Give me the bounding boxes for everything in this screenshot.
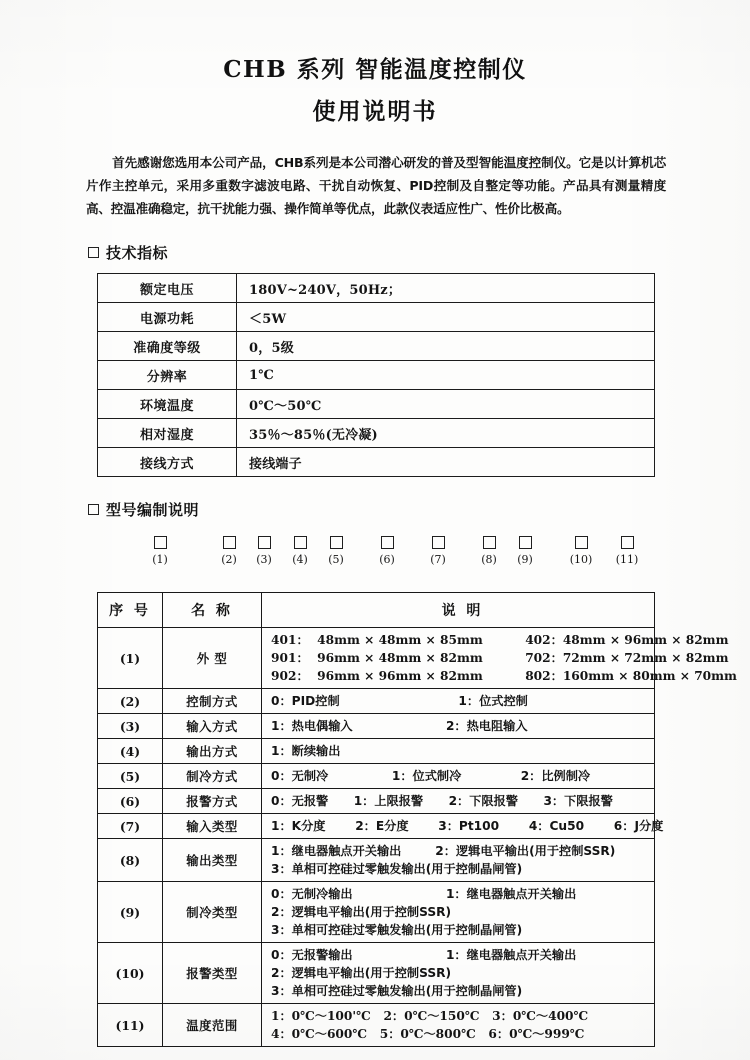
specs-table	[97, 273, 655, 477]
row-desc-cell	[262, 814, 664, 839]
table-row	[98, 839, 655, 882]
model-code-table	[97, 592, 737, 1047]
model-code-box-label: (1)	[152, 553, 168, 567]
row-desc-cell	[262, 1004, 655, 1047]
row-desc-line: 902： 96mm × 96mm × 82mm 802：160mm × 80mm × 70mm	[271, 669, 737, 684]
model-code-box-label: (4)	[292, 553, 308, 567]
row-desc-cell	[262, 943, 655, 1004]
model-code-box-item[interactable]	[214, 536, 244, 566]
row-desc-line: 0：无制冷 1：位式制冷 2：比例制冷	[271, 769, 591, 784]
header-cell-desc: 说 明	[262, 593, 655, 628]
row-index-cell: (9)	[98, 882, 163, 943]
table-row	[98, 689, 655, 714]
model-code-table-body	[98, 628, 737, 1047]
row-desc-line: 0：PID控制 1：位式控制	[271, 694, 528, 709]
model-code-boxes	[97, 536, 655, 582]
row-name-cell: 制冷方式	[163, 764, 262, 789]
model-code-box-item[interactable]	[249, 536, 279, 566]
model-code-box-label: (7)	[430, 553, 446, 567]
checkbox-icon[interactable]	[381, 536, 394, 549]
model-code-box-item[interactable]	[612, 536, 642, 566]
table-row	[98, 1004, 655, 1047]
checkbox-icon[interactable]	[330, 536, 343, 549]
row-name-cell: 输出方式	[163, 739, 262, 764]
checkbox-icon[interactable]	[223, 536, 236, 549]
spec-row	[98, 448, 655, 477]
row-index-cell: (5)	[98, 764, 163, 789]
row-name-cell: 控制方式	[163, 689, 262, 714]
section-heading-specs	[88, 242, 750, 263]
row-index-cell: (10)	[98, 943, 163, 1004]
section-heading-model	[88, 499, 750, 520]
table-row	[98, 628, 655, 689]
model-code-box-item[interactable]	[285, 536, 315, 566]
row-desc-cell	[262, 839, 655, 882]
spec-row-key: 准确度等级	[98, 332, 237, 361]
model-code-box-label: (6)	[379, 553, 395, 567]
model-code-box-label: (8)	[481, 553, 497, 567]
checkbox-icon[interactable]	[294, 536, 307, 549]
table-row	[98, 764, 655, 789]
document-title	[0, 0, 750, 125]
row-desc-line: 901： 96mm × 48mm × 82mm 702：72mm × 72mm × 82mm	[271, 651, 729, 666]
row-desc-cell	[262, 882, 655, 943]
spec-row-value: 35％～85％(无冷凝)	[237, 419, 655, 448]
spec-row-value: ＜5W	[237, 303, 655, 332]
spec-row	[98, 419, 655, 448]
row-name-cell: 外 型	[163, 628, 262, 689]
row-desc-cell	[262, 689, 655, 714]
row-desc-cell	[262, 739, 655, 764]
checkbox-icon[interactable]	[621, 536, 634, 549]
spec-row-value: 180V~240V，50Hz；	[237, 274, 655, 303]
row-desc-cell	[262, 764, 655, 789]
section-heading-model-label: 型号编制说明	[106, 501, 200, 520]
square-marker-icon	[88, 247, 99, 258]
header-cell-no: 序 号	[98, 593, 163, 628]
checkbox-icon[interactable]	[154, 536, 167, 549]
row-desc-line: 3：单相可控硅过零触发输出(用于控制晶闸管)	[271, 984, 523, 999]
row-index-cell: (6)	[98, 789, 163, 814]
model-code-box-item[interactable]	[566, 536, 596, 566]
row-index-cell: (2)	[98, 689, 163, 714]
spec-row-value: 0，5级	[237, 332, 655, 361]
row-desc-cell	[262, 714, 655, 739]
spec-row	[98, 274, 655, 303]
row-desc-line: 1：继电器触点开关输出 2：逻辑电平输出(用于控制SSR)	[271, 844, 616, 859]
row-name-cell: 报警类型	[163, 943, 262, 1004]
row-desc-line: 0：无制冷输出 1：继电器触点开关输出	[271, 887, 577, 902]
table-row	[98, 814, 655, 839]
section-heading-specs-label: 技术指标	[106, 244, 169, 263]
model-code-box-item[interactable]	[321, 536, 351, 566]
row-desc-line: 4：0℃～600℃ 5：0℃～800℃ 6：0℃～999℃	[271, 1027, 585, 1042]
row-desc-line: 1：断续输出	[271, 744, 341, 759]
title-line-1: CHB 系列 智能温度控制仪	[223, 56, 527, 83]
model-code-box-label: (9)	[517, 553, 533, 567]
table-header-row	[98, 593, 655, 628]
row-desc-line: 1：0℃～100'℃ 2：0℃～150℃ 3：0℃～400℃	[271, 1009, 589, 1024]
row-index-cell: (1)	[98, 628, 163, 689]
spec-row-value: 接线端子	[237, 448, 655, 477]
table-row	[98, 714, 655, 739]
model-code-box-label: (5)	[328, 553, 344, 567]
spec-row-key: 相对湿度	[98, 419, 237, 448]
row-desc-cell	[262, 789, 655, 814]
model-code-box-item[interactable]	[423, 536, 453, 566]
spec-row-value: 0℃～50℃	[237, 390, 655, 419]
spec-row-key: 分辨率	[98, 361, 237, 390]
row-desc-line: 3：单相可控硅过零触发输出(用于控制晶闸管)	[271, 923, 523, 938]
row-index-cell: (3)	[98, 714, 163, 739]
checkbox-icon[interactable]	[483, 536, 496, 549]
row-desc-line: 401： 48mm × 48mm × 85mm 402：48mm × 96mm × 82mm	[271, 633, 729, 648]
row-desc-line: 1：K分度 2：E分度 3：Pt100 4：Cu50 6：J分度	[271, 819, 664, 834]
table-row	[98, 739, 655, 764]
checkbox-icon[interactable]	[258, 536, 271, 549]
model-code-box-item[interactable]	[372, 536, 402, 566]
row-name-cell: 输入类型	[163, 814, 262, 839]
table-row	[98, 943, 655, 1004]
row-desc-line: 0：无报警输出 1：继电器触点开关输出	[271, 948, 577, 963]
model-code-box-label: (11)	[615, 553, 639, 567]
table-row	[98, 882, 655, 943]
header-cell-name: 名 称	[163, 593, 262, 628]
row-desc-cell	[262, 628, 737, 689]
row-index-cell: (4)	[98, 739, 163, 764]
row-desc-line: 2：逻辑电平输出(用于控制SSR)	[271, 905, 452, 920]
row-index-cell: (11)	[98, 1004, 163, 1047]
checkbox-icon[interactable]	[575, 536, 588, 549]
model-code-box-label: (2)	[221, 553, 237, 567]
checkbox-icon[interactable]	[432, 536, 445, 549]
spec-row	[98, 361, 655, 390]
row-desc-line: 1：热电偶输入 2：热电阻输入	[271, 719, 528, 734]
spec-row	[98, 332, 655, 361]
row-name-cell: 输入方式	[163, 714, 262, 739]
specs-table-body	[98, 274, 655, 477]
model-code-box-label: (10)	[569, 553, 593, 567]
row-index-cell: (7)	[98, 814, 163, 839]
row-desc-line: 0：无报警 1：上限报警 2：下限报警 3：下限报警	[271, 794, 613, 809]
spec-row	[98, 303, 655, 332]
checkbox-icon[interactable]	[519, 536, 532, 549]
row-name-cell: 温度范围	[163, 1004, 262, 1047]
intro-text: 首先感谢您选用本公司产品，CHB系列是本公司潜心研发的普及型智能温度控制仪。它是以计算机芯片作主控单元，采用多重数字滤波电路、干扰自动恢复、PID控制及自整定等功能。产品具有测量精度高、控温准确稳定，抗干扰能力强、操作简单等优点，此款仪表适应性广、性价比极高。	[86, 155, 666, 217]
spec-row-key: 额定电压	[98, 274, 237, 303]
spec-row-key: 接线方式	[98, 448, 237, 477]
row-name-cell: 报警方式	[163, 789, 262, 814]
table-row	[98, 789, 655, 814]
row-desc-line: 2：逻辑电平输出(用于控制SSR)	[271, 966, 452, 981]
model-code-box-label: (3)	[256, 553, 272, 567]
row-name-cell: 输出类型	[163, 839, 262, 882]
spec-row-value: 1℃	[237, 361, 655, 390]
square-marker-icon	[88, 504, 99, 515]
spec-row-key: 环境温度	[98, 390, 237, 419]
row-index-cell: (8)	[98, 839, 163, 882]
spec-row	[98, 390, 655, 419]
spec-row-key: 电源功耗	[98, 303, 237, 332]
title-line-2: 使用说明书	[312, 97, 438, 125]
intro-paragraph	[86, 151, 666, 220]
model-code-box-item[interactable]	[474, 536, 504, 566]
model-code-box-item[interactable]	[145, 536, 175, 566]
row-desc-line: 3：单相可控硅过零触发输出(用于控制晶闸管)	[271, 862, 523, 877]
model-code-table-head	[98, 593, 655, 628]
row-name-cell: 制冷类型	[163, 882, 262, 943]
model-code-box-item[interactable]	[510, 536, 540, 566]
